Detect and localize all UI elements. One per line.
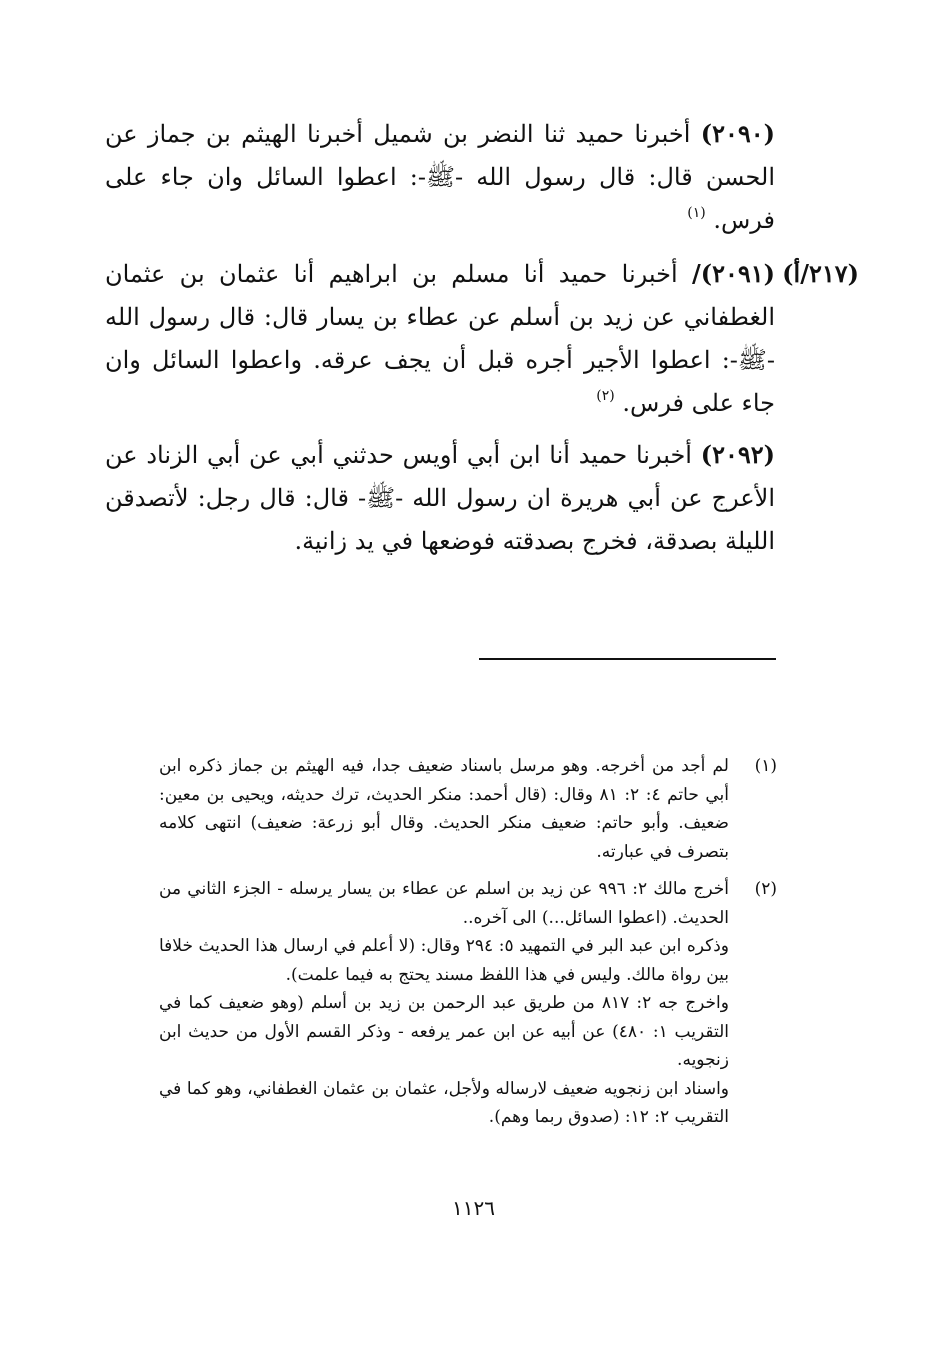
hadith-text: أخبرنا حميد أنا مسلم بن ابراهيم أنا عثمان بن عثمان الغطفاني عن زيد بن أسلم عن عطاء بن يسار قال: قال رسول الله -ﷺ-: اعطوا الأجير أجره قبل أن يجف عرقه. واعطوا السائل وان جاء على فرس.	[105, 260, 775, 417]
hadith-2091	[105, 252, 775, 429]
hadith-2092	[105, 433, 775, 563]
footnote-ref: (١)	[687, 205, 706, 221]
footnote-number: (١)	[754, 756, 777, 776]
hadith-number: (٢٠٩٢)	[700, 440, 775, 469]
manuscript-folio-ref: (٢١٧/أ)	[782, 259, 859, 288]
footnote-paragraph: وذكره ابن عبد البر في التمهيد ٥: ٢٩٤ وقال: (لا أعلم في ارسال هذا الحديث خلافا بين رواة مالك. وليس في هذا اللفظ مسند يحتج به فيما علمت).	[159, 936, 729, 985]
hadith-number: (٢٠٩١)/	[691, 259, 775, 288]
page-number: ١١٢٦	[452, 1196, 495, 1220]
hadith-2090	[105, 112, 775, 246]
footnote-divider	[479, 658, 776, 660]
footnote-paragraph: واخرج جه ٢: ٨١٧ من طريق عبد الرحمن بن زيد بن أسلم (وهو ضعيف كما في التقريب ١: ٤٨٠) عن أبيه عن ابن عمر يرفعه - وذكر القسم الأول من حديث ابن زنجويه.	[159, 993, 729, 1070]
hadith-text: أخبرنا حميد ثنا النضر بن شميل أخبرنا الهيثم بن جماز عن الحسن قال: قال رسول الله -ﷺ-: اعطوا السائل وان جاء على فرس.	[105, 120, 776, 234]
footnote-paragraph: لم أجد من أخرجه. وهو مرسل باسناد ضعيف جدا، فيه الهيثم بن جماز ذكره ابن أبي حاتم ٤: ٢: ٨١ وقال: (قال أحمد: منكر الحديث، ترك حديثه، ويحيى بن معين: ضعيف. وأبو حاتم: ضعيف منكر الحديث. وقال أبو زرعة: ضعيف) انتهى كلامه بتصرف في عبارته.	[159, 756, 729, 862]
footnote-ref: (٢)	[596, 388, 615, 404]
footnote-2	[159, 875, 777, 1132]
footnote-paragraph: واسناد ابن زنجويه ضعيف لارساله ولأجل، عثمان بن عثمان الغطفاني، وهو كما في التقريب ٢: ١٢: (صدوق ربما وهم).	[159, 1078, 729, 1127]
footnote-number: (٢)	[754, 879, 777, 899]
footnote-1	[159, 752, 777, 866]
hadith-number: (٢٠٩٠)	[700, 119, 775, 148]
hadith-text: أخبرنا حميد أنا ابن أبي أويس حدثني أبي عن أبي الزناد عن الأعرج عن أبي هريرة ان رسول الله -ﷺ- قال: قال رجل: لأتصدقن الليلة بصدقة، فخرج بصدقته فوضعها في يد زانية.	[105, 441, 775, 555]
footnote-paragraph: أخرج مالك ٢: ٩٩٦ عن زيد بن اسلم عن عطاء بن يسار يرسله - الجزء الثاني من الحديث. (اعطوا السائل...) الى آخره..	[159, 879, 730, 928]
